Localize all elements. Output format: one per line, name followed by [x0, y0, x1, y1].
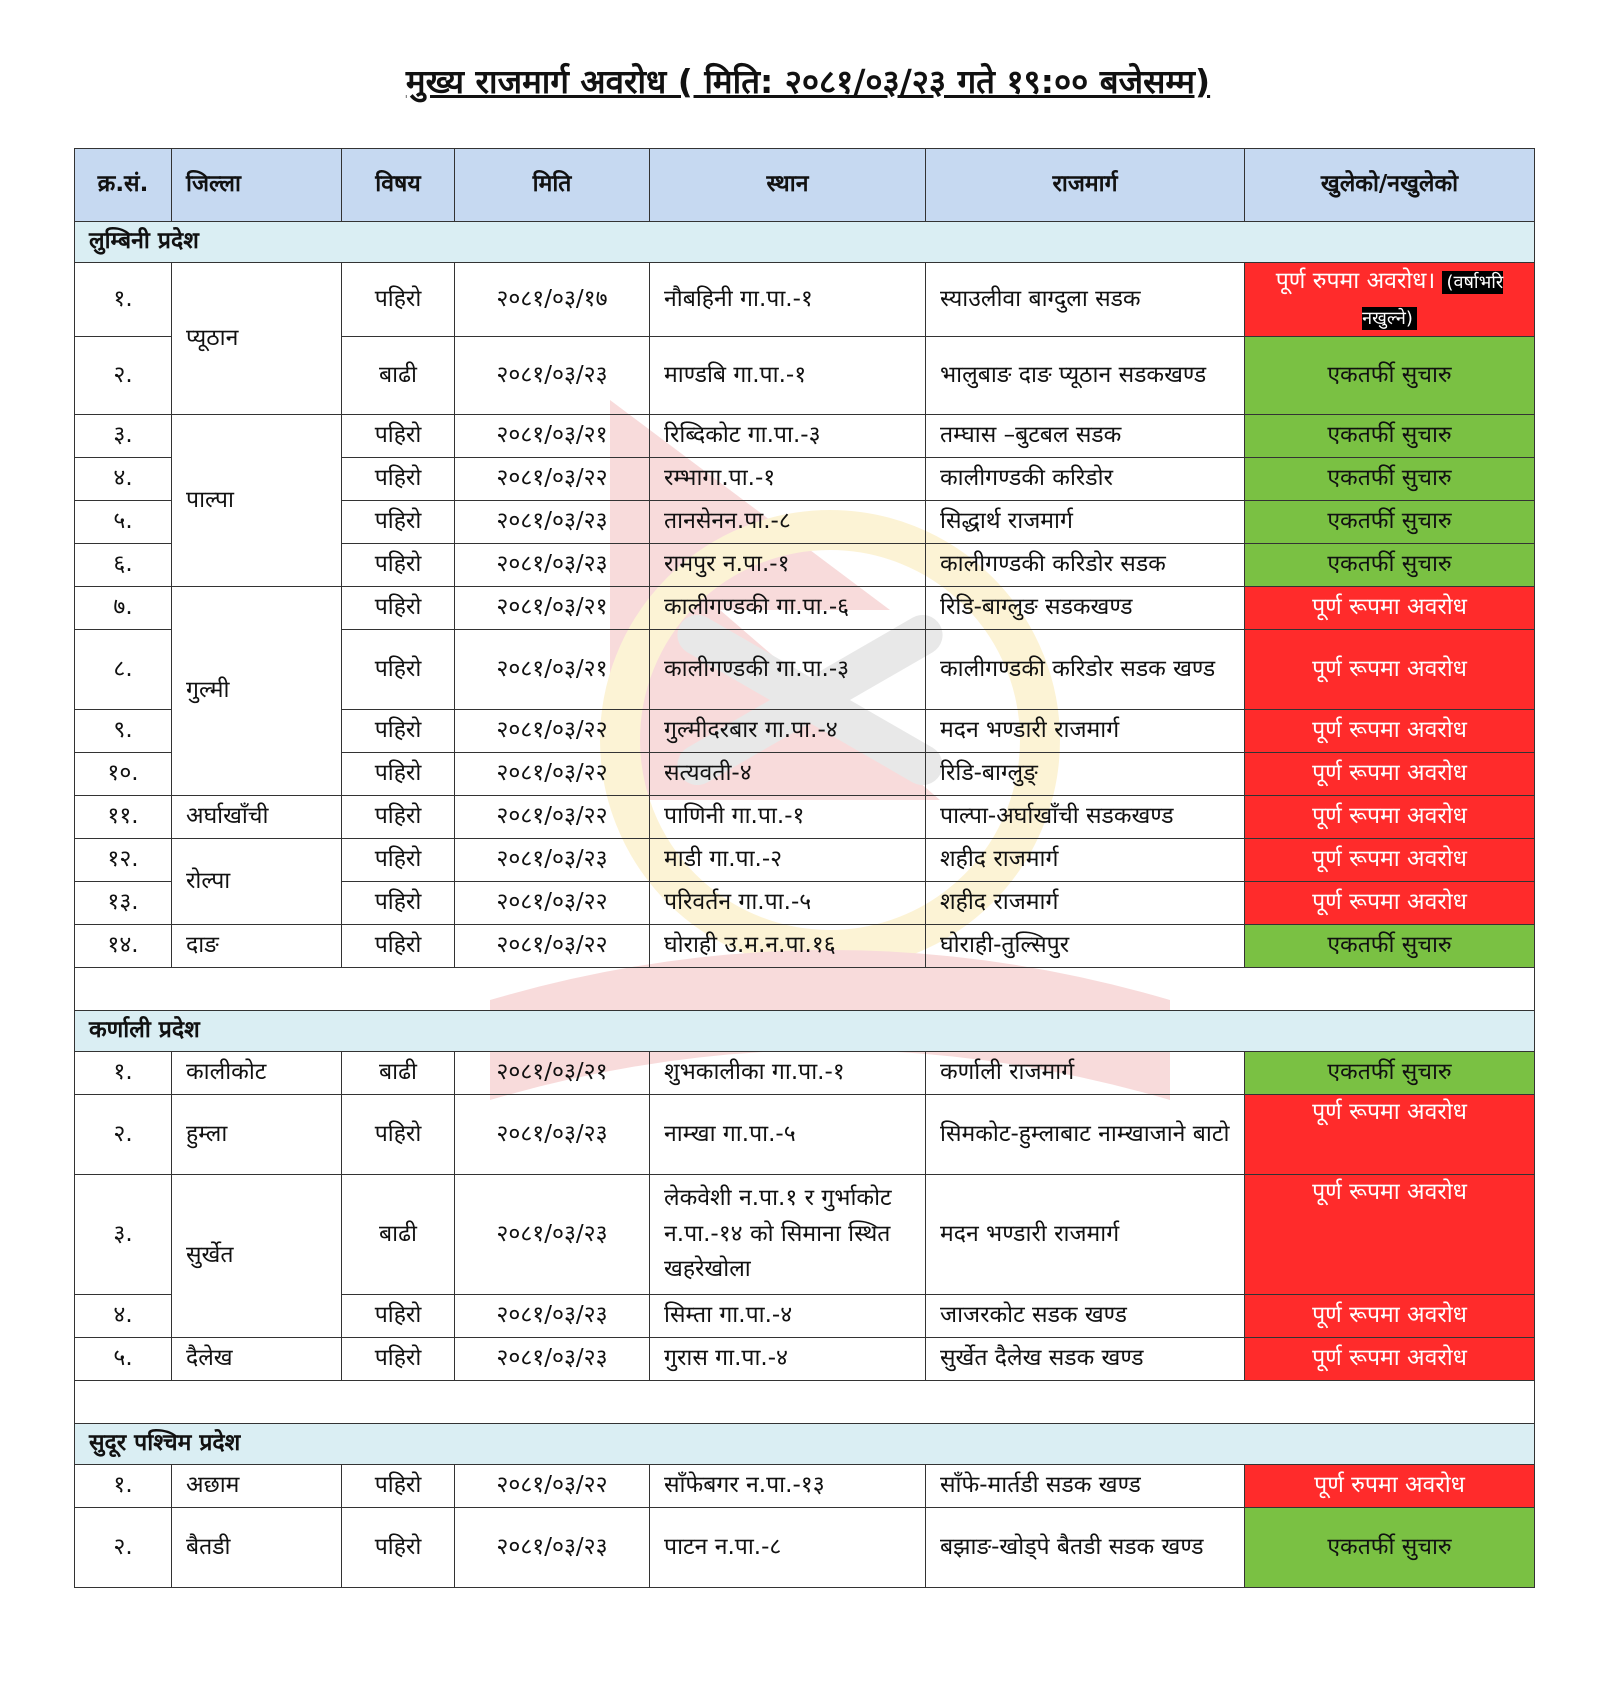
cell-highway: कालीगण्डकी करिडोर सडक — [926, 544, 1245, 587]
cell-date: २०८१/०३/२३ — [455, 839, 650, 882]
cell-subject: पहिरो — [342, 630, 455, 710]
province-row-sudur-paschim — [75, 1424, 1535, 1465]
table-row — [75, 263, 1535, 337]
cell-highway: कालीगण्डकी करिडोर — [926, 458, 1245, 501]
cell-highway: सिमकोट-हुम्लाबाट नाम्खाजाने बाटो — [926, 1095, 1245, 1175]
table-row — [75, 1052, 1535, 1095]
cell-date: २०८१/०३/२३ — [455, 1295, 650, 1338]
cell-sn: २. — [75, 337, 172, 415]
status-text: पूर्ण रुपमा अवरोध। — [1275, 267, 1436, 294]
cell-place: पाटन न.पा.-८ — [650, 1508, 926, 1588]
cell-highway: मदन भण्डारी राजमार्ग — [926, 710, 1245, 753]
cell-highway: रिडि-बाग्लुङ् — [926, 753, 1245, 796]
cell-highway: तम्घास –बुटबल सडक — [926, 415, 1245, 458]
cell-date: २०८१/०३/२२ — [455, 753, 650, 796]
cell-sn: १४. — [75, 925, 172, 968]
cell-sn: ९. — [75, 710, 172, 753]
cell-status: एकतर्फी सुचारु — [1245, 1052, 1535, 1095]
cell-place: माण्डबि गा.पा.-१ — [650, 337, 926, 415]
cell-highway: मदन भण्डारी राजमार्ग — [926, 1175, 1245, 1295]
cell-date: २०८१/०३/२१ — [455, 630, 650, 710]
cell-place: रम्भागा.पा.-१ — [650, 458, 926, 501]
cell-date: २०८१/०३/२१ — [455, 415, 650, 458]
cell-subject: बाढी — [342, 337, 455, 415]
cell-date: २०८१/०३/२३ — [455, 544, 650, 587]
table-row — [75, 1465, 1535, 1508]
cell-sn: ४. — [75, 458, 172, 501]
cell-status: पूर्ण रूपमा अवरोध — [1245, 1338, 1535, 1381]
cell-subject: पहिरो — [342, 544, 455, 587]
cell-sn: १२. — [75, 839, 172, 882]
cell-status: पूर्ण रूपमा अवरोध — [1245, 753, 1535, 796]
cell-date: २०८१/०३/२२ — [455, 925, 650, 968]
cell-place: गुल्मीदरबार गा.पा.-४ — [650, 710, 926, 753]
cell-status: पूर्ण रुपमा अवरोध — [1245, 1465, 1535, 1508]
cell-subject: पहिरो — [342, 1338, 455, 1381]
cell-status: पूर्ण रूपमा अवरोध — [1245, 882, 1535, 925]
cell-status: पूर्ण रूपमा अवरोध — [1245, 630, 1535, 710]
cell-district: अछाम — [172, 1465, 342, 1508]
cell-place: तानसेनन.पा.-८ — [650, 501, 926, 544]
status-note: (वर्षाभरि नखुल्ने) — [1362, 271, 1504, 329]
cell-highway: कर्णाली राजमार्ग — [926, 1052, 1245, 1095]
cell-date: २०८१/०३/२२ — [455, 458, 650, 501]
header-place: स्थान — [650, 149, 926, 222]
cell-sn: ७. — [75, 587, 172, 630]
cell-highway: कालीगण्डकी करिडोर सडक खण्ड — [926, 630, 1245, 710]
cell-sn: २. — [75, 1508, 172, 1588]
table-row — [75, 1175, 1535, 1295]
cell-highway: रिडि-बाग्लुङ सडकखण्ड — [926, 587, 1245, 630]
header-sn: क्र.सं. — [75, 149, 172, 222]
header-status: खुलेको/नखुलेको — [1245, 149, 1535, 222]
cell-sn: ५. — [75, 1338, 172, 1381]
spacer-cell — [75, 968, 1535, 1011]
cell-district: दाङ — [172, 925, 342, 968]
cell-date: २०८१/०३/२३ — [455, 1508, 650, 1588]
cell-sn: ४. — [75, 1295, 172, 1338]
cell-district: सुर्खेत — [172, 1175, 342, 1338]
cell-sn: १३. — [75, 882, 172, 925]
cell-place: माडी गा.पा.-२ — [650, 839, 926, 882]
cell-sn: ८. — [75, 630, 172, 710]
cell-status: एकतर्फी सुचारु — [1245, 925, 1535, 968]
cell-place: साँफेबगर न.पा.-१३ — [650, 1465, 926, 1508]
cell-district: दैलेख — [172, 1338, 342, 1381]
cell-status: एकतर्फी सुचारु — [1245, 415, 1535, 458]
cell-place: कालीगण्डकी गा.पा.-६ — [650, 587, 926, 630]
header-subject: विषय — [342, 149, 455, 222]
cell-highway: पाल्पा-अर्घाखाँची सडकखण्ड — [926, 796, 1245, 839]
table-row — [75, 796, 1535, 839]
cell-date: २०८१/०३/२२ — [455, 1465, 650, 1508]
cell-highway: शहीद राजमार्ग — [926, 882, 1245, 925]
cell-sn: १. — [75, 1465, 172, 1508]
cell-subject: पहिरो — [342, 796, 455, 839]
cell-status: पूर्ण रूपमा अवरोध — [1245, 796, 1535, 839]
cell-sn: ५. — [75, 501, 172, 544]
cell-subject: पहिरो — [342, 925, 455, 968]
page-title: मुख्य राजमार्ग अवरोध ( मिति: २०८१/०३/२३ गते १९:०० बजेसम्म) — [405, 62, 1211, 101]
cell-date: २०८१/०३/२३ — [455, 1175, 650, 1295]
cell-status: एकतर्फी सुचारु — [1245, 337, 1535, 415]
cell-district: हुम्ला — [172, 1095, 342, 1175]
cell-district: अर्घाखाँची — [172, 796, 342, 839]
cell-subject: पहिरो — [342, 587, 455, 630]
highway-obstruction-table — [74, 148, 1535, 1588]
cell-district: रोल्पा — [172, 839, 342, 925]
spacer-row — [75, 1381, 1535, 1424]
table-row — [75, 587, 1535, 630]
cell-highway: शहीद राजमार्ग — [926, 839, 1245, 882]
cell-sn: ६. — [75, 544, 172, 587]
cell-highway: स्याउलीवा बाग्दुला सडक — [926, 263, 1245, 337]
spacer-row — [75, 968, 1535, 1011]
cell-district: पाल्पा — [172, 415, 342, 587]
cell-date: २०८१/०३/२३ — [455, 337, 650, 415]
cell-highway: घोराही-तुल्सिपुर — [926, 925, 1245, 968]
cell-sn: १. — [75, 1052, 172, 1095]
cell-date: २०८१/०३/२२ — [455, 710, 650, 753]
cell-subject: पहिरो — [342, 839, 455, 882]
cell-place: नाम्खा गा.पा.-५ — [650, 1095, 926, 1175]
cell-highway: सुर्खेत दैलेख सडक खण्ड — [926, 1338, 1245, 1381]
cell-sn: १०. — [75, 753, 172, 796]
cell-highway: बझाङ-खोड्पे बैतडी सडक खण्ड — [926, 1508, 1245, 1588]
cell-date: २०८१/०३/२२ — [455, 882, 650, 925]
cell-place: सत्यवती-४ — [650, 753, 926, 796]
cell-sn: ३. — [75, 1175, 172, 1295]
table-header-row — [75, 149, 1535, 222]
cell-sn: ११. — [75, 796, 172, 839]
cell-sn: १. — [75, 263, 172, 337]
cell-subject: पहिरो — [342, 1508, 455, 1588]
cell-district: बैतडी — [172, 1508, 342, 1588]
province-row-lumbini — [75, 222, 1535, 263]
table-row — [75, 925, 1535, 968]
header-date: मिति — [455, 149, 650, 222]
cell-subject: पहिरो — [342, 263, 455, 337]
cell-subject: पहिरो — [342, 753, 455, 796]
spacer-cell — [75, 1381, 1535, 1424]
cell-subject: पहिरो — [342, 415, 455, 458]
cell-status: पूर्ण रूपमा अवरोध — [1245, 1095, 1535, 1175]
cell-status: पूर्ण रूपमा अवरोध — [1245, 839, 1535, 882]
cell-sn: २. — [75, 1095, 172, 1175]
cell-status — [1245, 263, 1535, 337]
table-row — [75, 1338, 1535, 1381]
cell-subject: पहिरो — [342, 501, 455, 544]
cell-status: एकतर्फी सुचारु — [1245, 544, 1535, 587]
cell-status: एकतर्फी सुचारु — [1245, 1508, 1535, 1588]
cell-date: २०८१/०३/२३ — [455, 1095, 650, 1175]
cell-subject: पहिरो — [342, 1295, 455, 1338]
cell-subject: बाढी — [342, 1175, 455, 1295]
cell-district: कालीकोट — [172, 1052, 342, 1095]
cell-subject: पहिरो — [342, 458, 455, 501]
cell-status: पूर्ण रूपमा अवरोध — [1245, 1295, 1535, 1338]
cell-place: नौबहिनी गा.पा.-१ — [650, 263, 926, 337]
table-row — [75, 839, 1535, 882]
header-highway: राजमार्ग — [926, 149, 1245, 222]
cell-highway: भालुबाङ दाङ प्यूठान सडकखण्ड — [926, 337, 1245, 415]
cell-place: कालीगण्डकी गा.पा.-३ — [650, 630, 926, 710]
cell-status: एकतर्फी सुचारु — [1245, 458, 1535, 501]
cell-subject: पहिरो — [342, 1095, 455, 1175]
cell-status: एकतर्फी सुचारु — [1245, 501, 1535, 544]
header-district: जिल्ला — [172, 149, 342, 222]
cell-place: रिब्दिकोट गा.पा.-३ — [650, 415, 926, 458]
cell-status: पूर्ण रूपमा अवरोध — [1245, 1175, 1535, 1295]
province-label: कर्णाली प्रदेश — [75, 1011, 1535, 1052]
cell-district: गुल्मी — [172, 587, 342, 796]
cell-place: लेकवेशी न.पा.१ र गुर्भाकोट न.पा.-१४ को सिमाना स्थित खहरेखोला — [650, 1175, 926, 1295]
cell-place: सिम्ता गा.पा.-४ — [650, 1295, 926, 1338]
cell-subject: पहिरो — [342, 882, 455, 925]
cell-place: घोराही उ.म.न.पा.१६ — [650, 925, 926, 968]
cell-date: २०८१/०३/२१ — [455, 1052, 650, 1095]
cell-place: शुभकालीका गा.पा.-१ — [650, 1052, 926, 1095]
cell-subject: पहिरो — [342, 710, 455, 753]
province-label: लुम्बिनी प्रदेश — [75, 222, 1535, 263]
cell-highway: साँफे-मार्तडी सडक खण्ड — [926, 1465, 1245, 1508]
cell-subject: पहिरो — [342, 1465, 455, 1508]
cell-date: २०८१/०३/२३ — [455, 501, 650, 544]
cell-date: २०८१/०३/२२ — [455, 796, 650, 839]
cell-place: परिवर्तन गा.पा.-५ — [650, 882, 926, 925]
cell-highway: जाजरकोट सडक खण्ड — [926, 1295, 1245, 1338]
cell-date: २०८१/०३/१७ — [455, 263, 650, 337]
table-row — [75, 415, 1535, 458]
province-label: सुदूर पश्चिम प्रदेश — [75, 1424, 1535, 1465]
cell-place: गुरास गा.पा.-४ — [650, 1338, 926, 1381]
cell-date: २०८१/०३/२१ — [455, 587, 650, 630]
cell-place: पाणिनी गा.पा.-१ — [650, 796, 926, 839]
cell-highway: सिद्धार्थ राजमार्ग — [926, 501, 1245, 544]
cell-district: प्यूठान — [172, 263, 342, 415]
cell-status: पूर्ण रूपमा अवरोध — [1245, 710, 1535, 753]
cell-place: रामपुर न.पा.-१ — [650, 544, 926, 587]
cell-date: २०८१/०३/२३ — [455, 1338, 650, 1381]
table-row — [75, 1508, 1535, 1588]
cell-subject: बाढी — [342, 1052, 455, 1095]
cell-sn: ३. — [75, 415, 172, 458]
table-row — [75, 1095, 1535, 1175]
province-row-karnali — [75, 1011, 1535, 1052]
cell-status: पूर्ण रूपमा अवरोध — [1245, 587, 1535, 630]
